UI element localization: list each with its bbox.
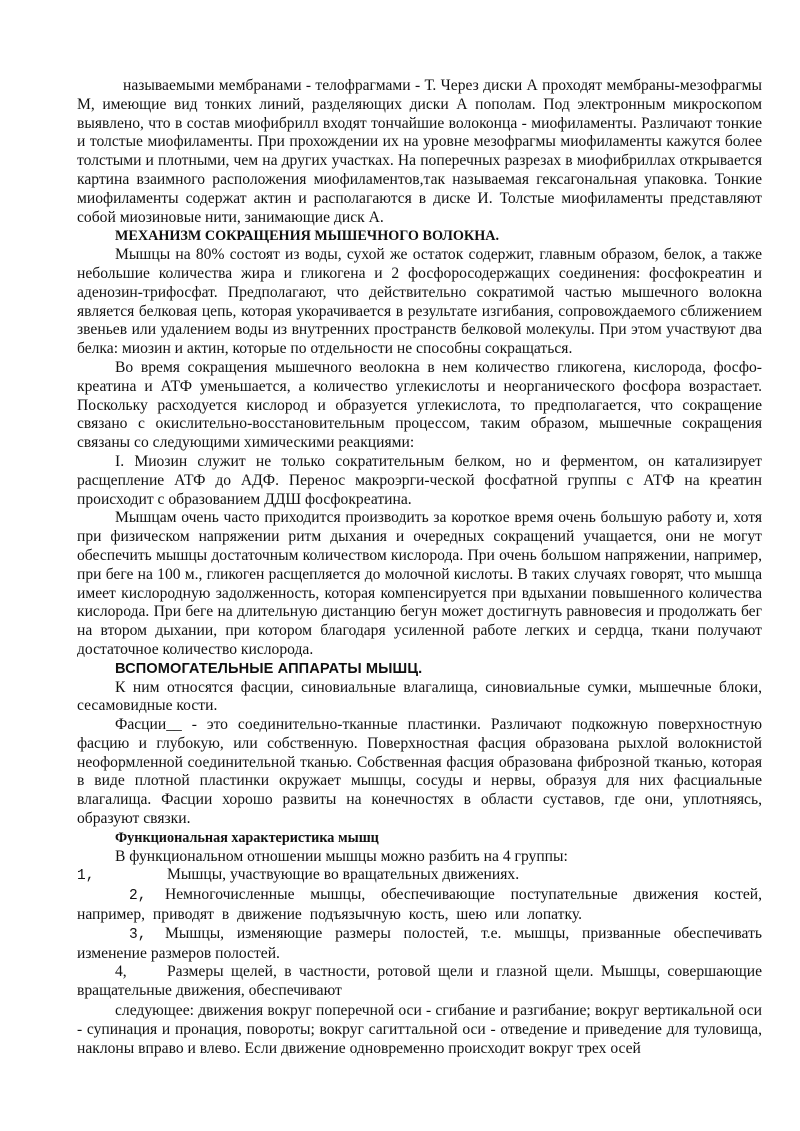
heading-auxiliary-apparatus: ВСПОМОГАТЕЛЬНЫЕ АППАРАТЫ МЫШЦ. bbox=[115, 660, 423, 677]
document-page bbox=[77, 77, 762, 1058]
paragraph-oxygen-debt: Мышцам очень часто приходится производить за короткое время очень большую работу и, хотя при физическом напряжении ритм дыхания и очередных сокращений учащается, они не могут обеспечить мышцы достаточным количеством кислорода. При очень большом напряжении, например, при беге на 100 м., гликоген расщепляется до молочной кислоты. В таких случаях говорят, что мышца имеет кислородную задолженность, которая компенсируется при вдыхании повышенного количества кислорода. При беге на длительную дистанцию бегун может достигнуть равновесия и продолжать бег на втором дыхании, при котором благодаря усиленной работе легких и сердца, ткани получают достаточное количество кислорода. bbox=[77, 509, 762, 658]
paragraph-contraction-chemistry: Во время сокращения мышечного веолокна в нем количество гликогена, кислорода, фосфо-креатина и АТФ уменьшается, а количество углекислоты и неорганического фосфора возрастает. Поскольку расходуется кислород и образуется углекислота, то предполагается, что сокращение связано с окислительно-восстановительным процессом, таким образом, мышечные сокращения связаны со следующими химическими реакциями: bbox=[77, 358, 762, 452]
list-number: 3, bbox=[129, 926, 147, 943]
paragraph-myosin-enzyme: I. Миозин служит не только сократительным белком, но и ферментом, он катализирует расщепление АТФ до АДФ. Перенос макроэрги-ческой фосфатной группы с АТФ на креатин происходит с образованием ДДШ фосфокреатина. bbox=[77, 452, 762, 508]
list-text: Размеры щелей, в частности, ротовой щели и глазной щели. Мышцы, совершающие вращательные движения, обеспечивают bbox=[77, 963, 762, 1000]
list-text: Немногочисленные мышцы, обеспечивающие поступательные движения костей, например, приводят в движение подъязычную кость, шею или лопатку. bbox=[77, 886, 762, 924]
paragraph-myofibrils: называемыми мембранами - телофрагмами - Т. Через диски А проходят мембраны-мезофрагмы М, имеющие вид тонких линий, разделяющих диски А пополам. Под электронным микроскопом выявлено, что в состав миофибрилл входят тончайшие волоконца - миофиламенты. Различают тонкие и толстые миофиламенты. При прохождении их на уровне мезофрагмы миофиламенты кажутся более толстыми и плотными, чем на других участках. На поперечных разрезах в миофибриллах открывается картина взаимного расположения миофиламентов,так называемая гексагональная упаковка. Тонкие миофиламенты содержат актин и располагаются в диске И. Толстые миофиламенты представляют собой миозиновые нити, занимающие диск А. bbox=[77, 77, 762, 226]
heading-functional-characteristics: Функциональная характеристика мышц bbox=[115, 829, 379, 846]
paragraph-four-groups: В функциональном отношении мышцы можно разбить на 4 группы: bbox=[115, 847, 568, 865]
heading-contraction-mechanism: МЕХАНИЗМ СОКРАЩЕНИЯ МЫШЕЧНОГО ВОЛОКНА. bbox=[115, 228, 500, 245]
list-item bbox=[77, 963, 762, 1001]
list-number: 4, bbox=[115, 963, 127, 981]
paragraph-fascia: Фасции__ - это соединительно-тканные пластинки. Различают подкожную поверхностную фасцию и глубокую, или собственную. Поверхностная фасция образована рыхлой волокнистой неоформленной соединительной тканью. Собственная фасция образована фиброзной тканью, которая в виде плотной пластинки окружает мышцы, сосуды и нервы, образуя для них фасциальные влагалища. Фасции хорошо развиты на конечностях в области суставов, где они, уплотняясь, образуют связки. bbox=[77, 716, 762, 828]
list-item bbox=[77, 866, 762, 886]
list-text: Мышцы, участвующие во вращательных движениях. bbox=[167, 866, 520, 884]
list-number: 1, bbox=[77, 868, 95, 885]
paragraph-axes-movements: следующее: движения вокруг поперечной оси - сгибание и разгибание; вокруг вертикальной оси - супинация и пронация, повороты; вокруг сагиттальной оси - отведение и приведение для туловища, наклоны вправо и влево. Если движение одновременно происходит вокруг трех осей bbox=[77, 1002, 762, 1057]
list-text: Мышцы, изменяющие размеры полостей, т.е. мышцы, призванные обеспечивать изменение размеров полостей. bbox=[77, 924, 762, 962]
paragraph-auxiliary-list: К ним относятся фасции, синовиальные влагалища, синовиальные сумки, мышечные блоки, сесамовидные кости. bbox=[77, 678, 762, 715]
list-item bbox=[77, 886, 762, 925]
list-number: 2, bbox=[129, 888, 147, 905]
paragraph-muscle-composition: Мышцы на 80% состоят из воды, сухой же остаток содержит, главным образом, белок, а также небольшие количества жира и гликогена и 2 фосфоросодержащих соединения: фосфокреатин и аденозин-трифосфат. Предполагают, что действительно сократимой частью мышечного волокна является белковая цепь, которая укорачивается в результате изгибания, сопровождаемого сближением звеньев или удалением воды из внутренних пространств белковой молекулы. При этом участвуют два белка: миозин и актин, которые по отдельности не способны сокращаться. bbox=[77, 246, 762, 358]
list-item bbox=[77, 925, 762, 964]
